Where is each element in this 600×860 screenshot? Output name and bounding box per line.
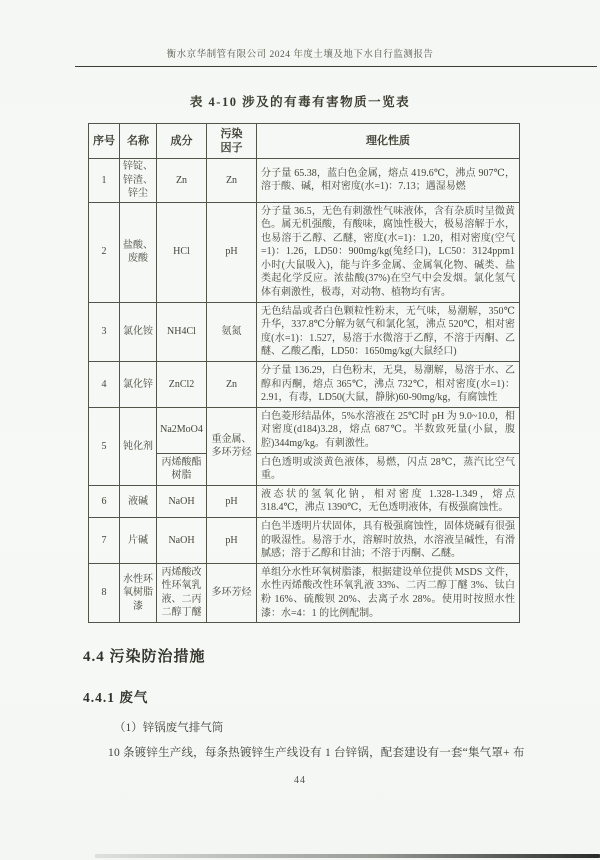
col-header-name: 名称 (120, 124, 157, 159)
cell-no: 2 (89, 202, 120, 302)
list-item-1: （1）锌锅废气排气筒 (114, 722, 224, 735)
cell-component: Na2MoO4 (157, 407, 207, 453)
cell-no: 3 (89, 302, 120, 361)
cell-name: 氯化铵 (120, 302, 157, 361)
report-header: 衡水京华制管有限公司 2024 年度土壤及地下水自行监测报告 (166, 50, 434, 60)
cell-properties: 单组分水性环氧树脂漆，根据建设单位提供 MSDS 文件，水性丙烯酸改性环氧乳液 33%、二丙二醇丁醚 3%、钛白粉 16%、硫酸钡 20%、去离子水 28%。使用时按照水性漆：水=4：1 的比例配制。 (257, 563, 520, 622)
cell-pollution-factor: Zn (207, 159, 257, 203)
table-row (89, 159, 520, 203)
cell-pollution-factor: Zn (207, 362, 257, 408)
page-number: 44 (294, 775, 306, 787)
cell-properties: 白色半透明片状固体，具有极强腐蚀性，固体烧碱有很强的吸湿性。易溶于水，溶解时放热，水溶液呈碱性，有滑腻感；溶于乙醇和甘油；不溶于丙酮、乙醚。 (257, 517, 520, 563)
cell-component: 丙烯酸酯树脂 (157, 453, 207, 485)
scan-edge-artifact (95, 854, 600, 858)
cell-component: Zn (157, 159, 207, 203)
section-heading-4-4-1: 4.4.1 废气 (83, 690, 149, 706)
table-row (89, 202, 520, 302)
cell-properties: 白色菱形结晶体，5%水溶液在 25℃时 pH 为 9.0~10.0，相对密度(d184)3.28，熔点 687℃。半数致死量(小鼠，腹腔)344mg/kg。有刺激性。 (257, 407, 520, 453)
cell-name: 液碱 (120, 485, 157, 517)
cell-properties: 液态状的氢氧化钠，相对密度 1.328-1.349，熔点 318.4℃，沸点 1390℃，无色透明液体，有极强腐蚀性。 (257, 485, 520, 517)
cell-name: 片碱 (120, 517, 157, 563)
cell-name: 水性环氧树脂漆 (120, 563, 157, 622)
table-row (89, 407, 520, 453)
cell-pollution-factor: 重金属、多环芳烃 (207, 407, 257, 485)
cell-pollution-factor: pH (207, 517, 257, 563)
cell-name: 钝化剂 (120, 407, 157, 485)
cell-no: 5 (89, 407, 120, 485)
cell-component: NH4Cl (157, 302, 207, 361)
table-row (89, 485, 520, 517)
table-row (89, 302, 520, 361)
cell-pollution-factor: 多环芳烃 (207, 563, 257, 622)
cell-pollution-factor: pH (207, 485, 257, 517)
table-row (89, 563, 520, 622)
cell-name: 锌锭、锌渣、锌尘 (120, 159, 157, 203)
header-divider (75, 66, 597, 67)
cell-name: 盐酸、废酸 (120, 202, 157, 302)
table-title: 表 4-10 涉及的有毒有害物质一览表 (189, 95, 411, 109)
section-heading-4-4: 4.4 污染防治措施 (83, 649, 206, 666)
table-row (89, 362, 520, 408)
col-header-component: 成分 (157, 124, 207, 159)
cell-no: 6 (89, 485, 120, 517)
cell-properties: 分子量 36.5，无色有刺激性气味液体，含有杂质时呈微黄色。属无机强酸，有酸味，腐蚀性极大，极易溶解于水，也易溶于乙醇、乙醚，密度(水=1)：1.20，相对密度(空气=1)：1.26，LD50：900mg/kg(兔经口)，LC50：3124ppm1 小时(大鼠吸入)，能与许多金属、金属氧化物、碱类、盐类起化学反应。浓盐酸(37%)在空气中会发烟。氯化氢气体有刺激性，极毒，对动物、植物均有害。 (257, 202, 520, 302)
col-header-no: 序号 (89, 124, 120, 159)
hazardous-substances-table (88, 123, 520, 623)
cell-properties: 分子量 65.38，蓝白色金属，熔点 419.6℃，沸点 907℃，溶于酸、碱，相对密度(水=1)：7.13；遇湿易燃 (257, 159, 520, 203)
cell-properties: 分子量 136.29，白色粉末，无臭，易潮解，易溶于水、乙醇和丙酮，熔点 365℃，沸点 732℃，相对密度(水=1)：2.91，有毒，LD50(大鼠，静脉)60-90mg/kg，有腐蚀性 (257, 362, 520, 408)
cell-no: 4 (89, 362, 120, 408)
body-paragraph: 10 条镀锌生产线，每条热镀锌生产线设有 1 台锌锅，配套建设有一套“集气罩+ 布 (108, 747, 525, 760)
cell-component: NaOH (157, 485, 207, 517)
cell-component: HCl (157, 202, 207, 302)
col-header-pollution-factor: 污染因子 (207, 124, 257, 159)
table-header-row (89, 124, 520, 159)
cell-no: 7 (89, 517, 120, 563)
cell-component: NaOH (157, 517, 207, 563)
cell-properties: 无色结晶或者白色颗粒性粉末，无气味，易潮解，350℃升华，337.8℃分解为氨气和氯化氢，沸点 520℃，相对密度(水=1)：1.527，易溶于水微溶于乙醇，不溶于丙酮、乙醚、乙酸乙酯，LD50：1650mg/kg(大鼠经口) (257, 302, 520, 361)
cell-component: 丙烯酸改性环氧乳液、二丙二醇丁醚 (157, 563, 207, 622)
cell-pollution-factor: 氨氮 (207, 302, 257, 361)
cell-name: 氯化锌 (120, 362, 157, 408)
cell-no: 1 (89, 159, 120, 203)
cell-properties: 白色透明或淡黄色液体，易燃，闪点 28℃，蒸汽比空气重。 (257, 453, 520, 485)
col-header-properties: 理化性质 (257, 124, 520, 159)
cell-pollution-factor: pH (207, 202, 257, 302)
cell-no: 8 (89, 563, 120, 622)
cell-component: ZnCl2 (157, 362, 207, 408)
table-row (89, 517, 520, 563)
